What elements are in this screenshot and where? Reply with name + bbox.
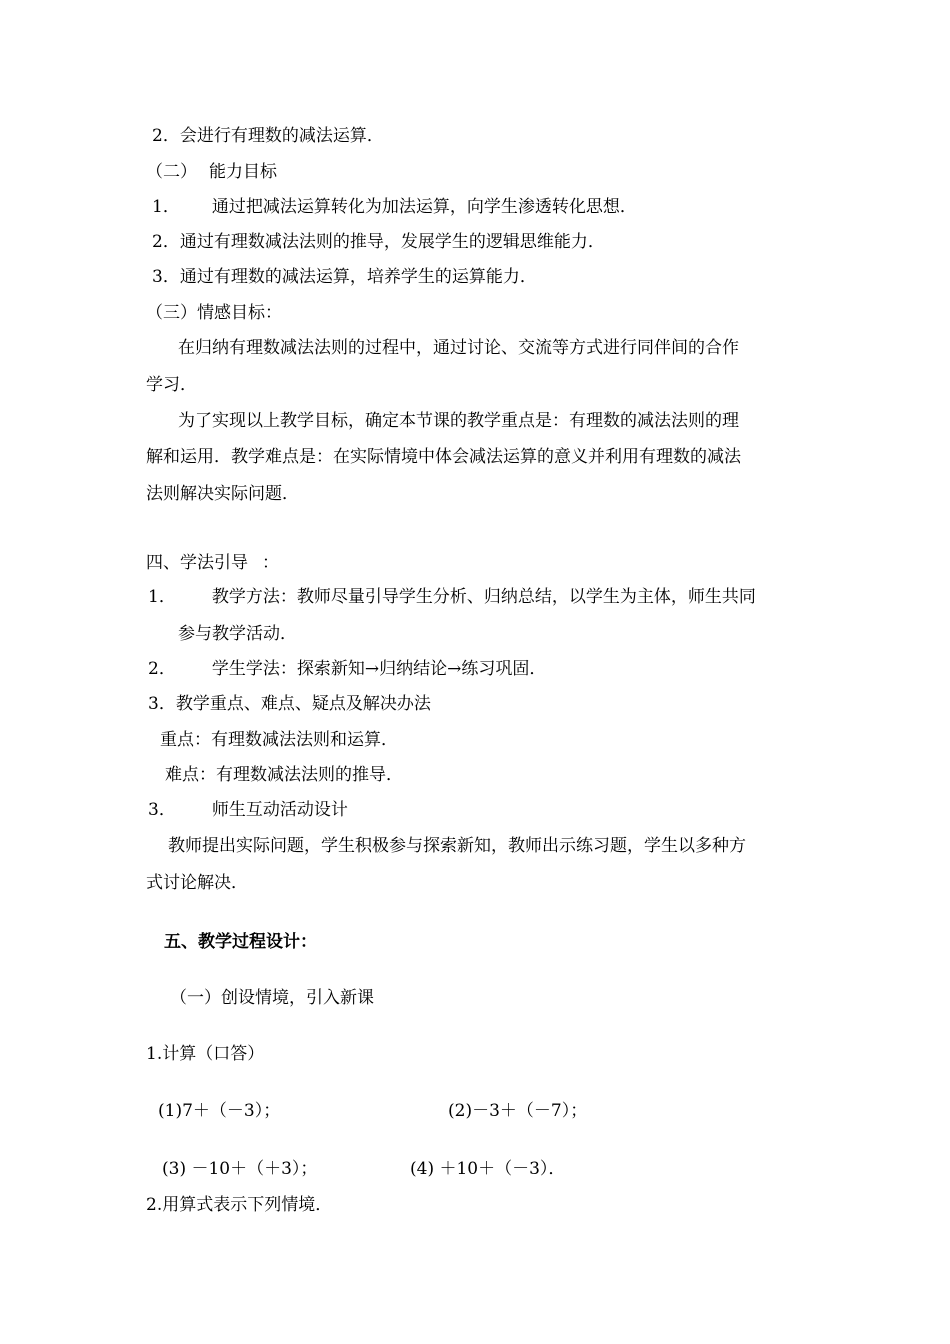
list-item: 3．教学重点、难点、疑点及解决办法 xyxy=(148,694,431,714)
exercise-item: (4) ＋10＋（－3）． xyxy=(410,1159,566,1179)
list-item xyxy=(148,802,348,819)
list-text: 师生互动活动设计 xyxy=(211,800,348,820)
list-text: 学生学法：探索新知→归纳结论→练习巩固． xyxy=(211,659,547,679)
text-line: 2.用算式表示下列情境． xyxy=(146,1195,333,1215)
list-number: 1． xyxy=(148,587,176,607)
paragraph-line: 式讨论解决． xyxy=(146,873,248,893)
section-heading: 五、教学过程设计： xyxy=(164,932,317,952)
list-number: 2． xyxy=(148,659,176,679)
list-item xyxy=(148,589,756,606)
paragraph-line: 法则解决实际问题． xyxy=(146,484,299,504)
exercise-item: (3) －10＋（＋3）； xyxy=(162,1159,318,1179)
list-item-continued: 参与教学活动． xyxy=(178,624,297,644)
paragraph-line: 教师提出实际问题，学生积极参与探索新知，教师出示练习题，学生以多种方 xyxy=(168,836,746,856)
paragraph-line: 解和运用．教学难点是：在实际情境中体会减法运算的意义并利用有理数的减法 xyxy=(146,447,741,467)
section-heading xyxy=(146,555,279,572)
list-number: 3． xyxy=(148,800,176,820)
subsection-heading: （一）创设情境，引入新课 xyxy=(170,988,374,1008)
section-heading xyxy=(146,164,277,181)
text-line: 1.计算（口答） xyxy=(146,1044,265,1064)
paragraph-line: 为了实现以上教学目标，确定本节课的教学重点是：有理数的减法法则的理 xyxy=(178,411,739,431)
list-number: 1． xyxy=(152,197,180,217)
list-text: 教学方法：教师尽量引导学生分析、归纳总结，以学生为主体，师生共同 xyxy=(211,587,756,607)
text-line: 难点：有理数减法法则的推导． xyxy=(165,765,403,785)
list-item xyxy=(148,661,546,678)
list-item xyxy=(152,199,637,216)
paragraph-line: 在归纳有理数减法法则的过程中，通过讨论、交流等方式进行同伴间的合作 xyxy=(178,338,739,358)
colon: ： xyxy=(262,553,279,573)
list-item: 3．通过有理数的减法运算，培养学生的运算能力． xyxy=(152,267,537,287)
section-title: 四、学法引导 xyxy=(146,553,248,573)
exercise-item: (2)－3＋（－7）； xyxy=(448,1101,588,1121)
list-text: 通过把减法运算转化为加法运算，向学生渗透转化思想． xyxy=(211,197,637,217)
section-title: 能力目标 xyxy=(209,162,277,182)
text-line: 2．会进行有理数的减法运算． xyxy=(152,126,384,146)
section-number: （二） xyxy=(146,162,197,182)
section-heading: （三）情感目标： xyxy=(146,303,282,323)
text-line: 重点：有理数减法法则和运算． xyxy=(160,730,398,750)
list-item: 2．通过有理数减法法则的推导，发展学生的逻辑思维能力． xyxy=(152,232,605,252)
paragraph-line: 学习． xyxy=(146,375,197,395)
exercise-item: (1)7＋（－3）； xyxy=(158,1101,281,1121)
